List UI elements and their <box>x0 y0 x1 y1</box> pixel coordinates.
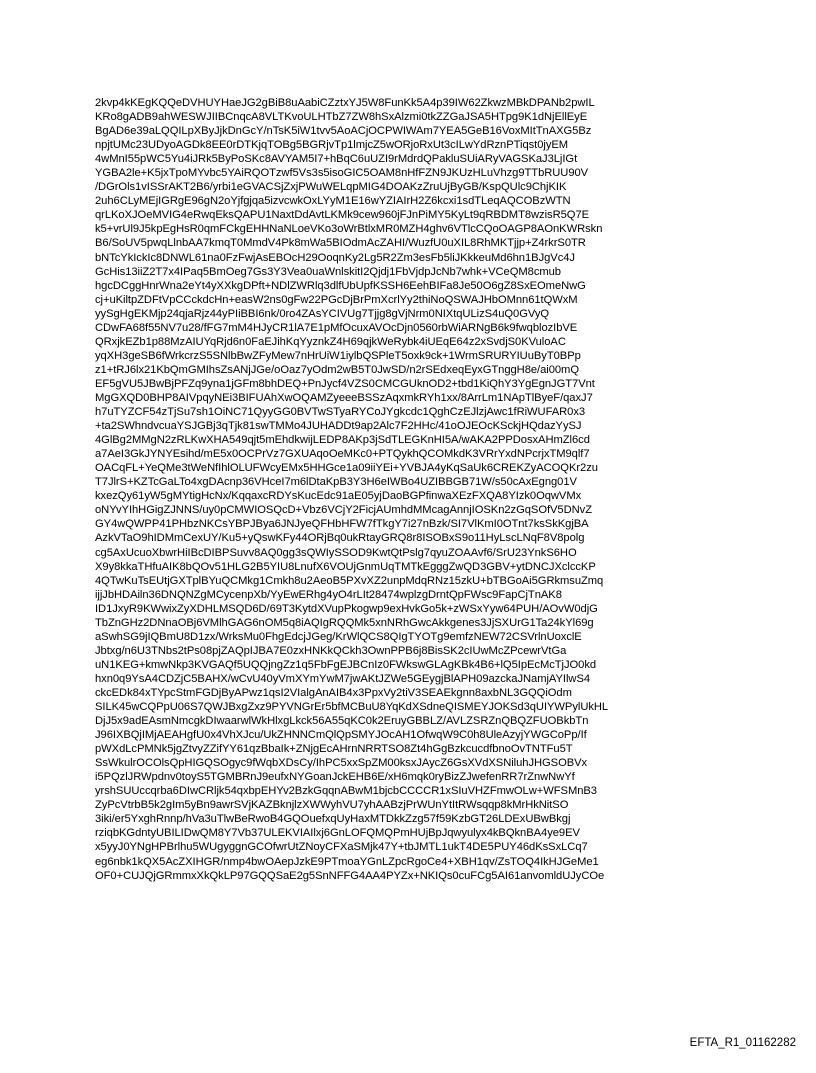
text-line: 2uh6CLyMEjIGRgE96gN2oYjfgjqa5izvcwkOxLYyM1E16wYZIAIrH2Z6kcxi1sdTLeqAQCOBzWTN <box>95 195 571 208</box>
text-line: EF5gVU5JBwBjPFZq9yna1jGFm8bhDEQ+PnJycf4VZS0CMCGUknOD2+tbd1KiQhY3YgEgnJGT7Vnt <box>95 377 595 390</box>
text-line: BgAD6e39aLQQILpXByJjkDnGcY/nTsK5iW1tvv5AoACjOCPWIWAm7YEA5GeB16VoxMItTnAXG5Bz <box>95 125 592 138</box>
text-line: AzkVTaO9hIDMmCexUY/Ku5+yQswKFy44ORjBq0ukRtayGRQ8r8ISOBxS9o11HyLscLNqF8V8polg <box>95 532 585 545</box>
text-line: Jbtxg/n6U3TNbs2tPs08pjZAQpIJBA7E0zxHNKkQCkh3OwnPPB6j8BisSK2cIUwMcZPcewrVtGa <box>95 644 567 657</box>
text-line: X9y8kkaTHfuAIK8bQOv51HLG2B5YIU8LnufX6VOUjGnmUqTMTkEgggZwQD3GBV+ytDNCJXclccKP <box>95 560 596 573</box>
text-line: OACqFL+YeQMe3tWeNfIhlOLUFWcyEMx5HHGce1a09iiYEi+YVBJA4yKqSaUk6CREKZyACOQKr2zu <box>95 462 598 475</box>
text-line: cj+uKiltpZDFtVpCCckdcHn+easW2ns0gFw22PGcDjBrPmXcrlYy2thiNoQSWAJHbOMnn61tQWxM <box>95 293 578 306</box>
text-line: yqXH3geSB6fWrkcrzS5SNlbBwZFyMew7nHrUiW1iylbQSPleT5oxk9ck+1WrmSRURYIUuByT0BPp <box>95 349 581 362</box>
text-line: aSwhSG9jIQBmU8D1zx/WrksMu0FhgEdcjJGeg/KrWlQCS8QIgTYOTg9emfzNEW72CSVrlnUoxclE <box>95 630 582 643</box>
text-line: MgGXQD0BHP8AIVpqyNEi3BIFUAhXwOQAMZyeeeBSSzAqxmkRYh1xx/8ArrLm1NApTlByeF/qaxJ7 <box>95 391 593 404</box>
document-id-footer: EFTA_R1_01162282 <box>689 1037 796 1049</box>
text-line: rziqbKGdntyUBILIDwQM8Y7Vb37ULEKVIAIlxj6GnLOFQMQPmHUjBpJqwyulyx4kBQknBA4ye9EV <box>95 827 580 840</box>
text-line: 4GlBg2MMgN2zRLKwXHA549qjt5mEhdkwijLEDP8AKp3jSdTLEGKnHI5A/wAKA2PPDosxAHmZl6cd <box>95 434 590 447</box>
text-line: 4QTwKuTsEUtjGXTplBYuQCMkg1Cmkh8u2AeoB5PXvXZ2unpMdqRNz15zkU+bTBGoAi5GRkmsuZmq <box>95 574 604 587</box>
text-line: yrshSUUccqrba6DIwCRljk54qxbpEHYv2BzkGqqnABwM1bjcbCCCCR1xSIuVHZFmwOLw+WFSMnB3 <box>95 785 597 798</box>
text-line: hgcDCggHnrWna2eYt4yXXkgDPft+NDlZWRlq3dlfUbUpfKSSH6EehBIFa8Je50O6gZ8SxEOmeNwG <box>95 279 586 292</box>
text-line: bNTcYkIckIc8DNWL61na0FzFwjAsEBOcH29OoqnKy2Lg5R2Zm3esFb5liJKkkeuMd6hn1BJgVc4J <box>95 251 575 264</box>
text-line: 2kvp4kKEgKQQeDVHUYHaeJG2gBiB8uAabiCZztxYJ5W8FunKk5A4p39IW62ZkwzMBkDPANb2pwIL <box>95 97 595 109</box>
text-line: GY4wQWPP41PHbzNKCsYBPJBya6JNJyeQFHbHFW7fTkgY7i27nBzk/SI7VlKmI0OTnt7ksSkKgjBA <box>95 518 589 531</box>
text-line: cg5AxUcuoXbwrHiIBcDIBPSuvv8AQ0gg3sQWIySSOD9KwtQtPslg7qyuZOAAvf6/SrU23YnkS6HO <box>95 546 577 559</box>
text-line: x5yyJ0YNgHPBrlhu5WUgyggnGCOfwrUtZNoyCFXaSMjk47Y+tbJMTL1ukT4DE5PUY46dKsSxLCq7 <box>95 841 588 854</box>
text-line: ckcEDk84xTYpcStmFGDjByAPwz1qsI2VIalgAnAIB4x3PpxVy2tiV3SEAEkgnn8axbNL3GQQiOdm <box>95 686 572 699</box>
text-line: oNYvYIhHGigZJNNS/uy0pCMWIOSQcD+Vbz6VCjY2FicjAUmhdMMcagAnnjIOSKn2zGqSOfV5DNvZ <box>95 504 592 517</box>
text-line: qrLKoXJOeMVIG4eRwqEksQAPU1NaxtDdAvtLKMk9cew960jFJnPiMY5KyLt9qRBDMT8wzisR5Q7E <box>95 209 590 222</box>
text-line: ID1JxyR9KWwixZyXDHLMSQD6D/69T3KytdXVupPkogwp9exHvkGo5k+zWSxYyw64PUH/AOvW0djG <box>95 602 598 615</box>
text-line: /DGrOls1vISSrAKT2B6/yrbi1eGVACSjZxjPWuWELqpMIG4DOAKzZruUjByGB/KspQUlc9ChjKIK <box>95 181 567 194</box>
text-line: i5PQzlJRWpdnv0toyS5TGMBRnJ9eufxNYGoanJckEHB6E/xH6mqk0ryBizZJwefenRR7rZnwNwYf <box>95 771 575 784</box>
text-line: eg6nbk1kQX5AcZXIHGR/nmp4bwOAepJzkE9PTmoaYGnLZpcRgoCe4+XBH1qv/ZsTOQ4IkHJGeMe1 <box>95 855 599 868</box>
text-line: CDwFA68f55NV7u28/fFG7mM4HJyCR1lA7E1pMfOcuxAVOcDjn0560rbWiARNgB6k9fwqblozIbVE <box>95 321 578 334</box>
text-line: DjJ5x9adEAsmNmcgkDIwaarwlWkHlxgLkck56A55qKC0k2EruyGBBLZ/AVLZSRZnQBQZFUOBkbTn <box>95 715 589 728</box>
text-line: uN1KEG+kmwNkp3KVGAQf5UQQjngZz1q5FbFgEJBCnIz0FWkswGLAgKBk4B6+lQ5IpEcMcTjJO0kd <box>95 658 597 671</box>
text-line: TbZnGHz2DNnaOBj6VMlhGAG6nOM5q8iAQIgRQQMk5xnNRhGwcAkkgenes3JjSXUrG1Ta24kYl69g <box>95 616 594 629</box>
text-line: z1+tRJ6lx21KbQmGMIhsZsANjJGe/oOaz7yOdm2wB5T0JwSD/n2rSEdxeqEyxGTnggH8e/ai00mQ <box>95 363 579 376</box>
text-line: KRo8gADB9ahWESWJIIBCnqcA8VLTKvoULHTbZ7ZW8hSxAlzmi0tkZZGaJSA5HTpg9K1dNjEllEyE <box>95 111 588 124</box>
text-line: ijjJbHDAiln36DNQNZgMCycenpXb/YyEwERhg4yO4rLIt28474wplzgDrntQpFWsc9FapCjTnAK8 <box>95 588 562 601</box>
text-line: pWXdLcPMNk5jgZtvyZZifYY61qzBbaIk+ZNjgEcAHrnNRRTSO8Zt4hGgBzkcucdfbnoOvTNTFu5T <box>95 743 573 756</box>
text-line: GcHis13iiZ2T7x4IPaq5BmOeg7Gs3Y3Vea0uaWnlskitI2Qjdj1FbVjdpJcNb7whk+VCeQM8cmub <box>95 265 561 278</box>
text-line: SILK45wCQPpU06S7QWJBxgZxz9PYVNGrEr5bfMCBuU8YqKdXSdneQISMEYJOKSd3qUIYWPylUkHL <box>95 701 609 714</box>
text-line: 4wMnI55pWC5Yu4iJRk5ByPoSKc8AVYAM5I7+hBqC6uUZI9rMdrdQPakluSUiARyVAGSKaJ3LjIGt <box>95 153 578 166</box>
text-line: hxn0q9YsA4CDZjC5BAHX/wCvU40yVmXYmYwM7jwAKtJZWe5GEygjBlAPH09azckaJNamjAYIlwS4 <box>95 672 591 685</box>
document-body <box>95 96 745 883</box>
text-line: SsWkulrOCOlsQpHIGQSOgyc9fWqbXDsCy/IhPC5xxSpZM00ksxJAycZ6GsXVdXSNiluhJHGSOBVx <box>95 757 588 770</box>
text-line: T7JlrS+KZTcGaLTo4xgDAcnp36VHceI7m6lDtaKpB3Y3H6eIWBo4UZIBBGB71W/s50cAxEgng01V <box>95 476 577 489</box>
text-line: ZyPcVtrbB5k2gIm5yBn9awrSVjKAZBknjlzXWWyhVU7yhAABzjPrWUnYtItRWsqqp8kMrHkNitSO <box>95 799 569 812</box>
text-line: a7AeI3GkJYNYEsihd/mE5x0OCPrVz7GXUAqoOeMKc0+PTQykhQCOMkdK3VRrYxdNPcrjxTM9qlf7 <box>95 448 590 461</box>
text-line: 3iki/er5YxghRnnp/hVa3uTlwBeRwoB4GQOuefxqUyHaxMTDkkZzg57f59KzbGT26LDExUBwBkgj <box>95 813 571 826</box>
text-line: h7uTYZCF54zTjSu7sh1OiNC71QyyGG0BVTwSTyaRYCoJYgkcdc1QghCzEJlzjAwc1fRiWUFAR0x3 <box>95 406 586 419</box>
text-line: YGBA2le+K5jxTpoMYvbc5YAiRQOTzwf5Vs3s5isoGIC5OAM8nHfFZN9JKUzHLuVhzg9TTbRUU90V <box>95 167 589 180</box>
text-line: J96IXBQjIMjAEAHgfU0x4VhXJcu/UkZHNNCmQlQpSMYJOcAH1OfwqW9C0h8UleAzyjYWGCoPp/If <box>95 729 587 742</box>
text-line: QRxjkEZb1p88MzAIUYqRjd6n0FaEJihKqYyznkZ4H69qjkWeRybk4iUEqE64z2xSvdjS0KVuloAC <box>95 335 566 348</box>
text-line: npjtUMc23UDyoAGDk8EE0rDTKjqTOBg5BGRjvTp1lmjcZ5wORjoRxUt3cILwYdRznPTiqst0jyEM <box>95 139 569 152</box>
text-line: kxezQy61yW5gMYtigHcNx/KqqaxcRDYsKucEdc91aE05yjDaoBGPfinwaXEzFXQA8YIzk0OqwVMx <box>95 490 582 503</box>
text-line: yySgHgEKMjp24qjaRjz44yPIiBBI6nk/0ro4ZAsYCIVUg7Tjjg8gVjNrm0NIXtqULizS4uQ0GVyQ <box>95 307 550 320</box>
text-line: +ta2SWhndvcuaYSJGBj3qTjk81swTMMo4JUHADDt9ap2Alc7F2HHc/41oOJEOcKSckjHQdazYySJ <box>95 420 582 433</box>
text-line: k5+vrUl9J5kpEgHsR0qmFCkgEHHNaNLoeVKo3oWrBtlxMR0MZH4ghv6VTlcCQoOAGP8AOnKWRskn <box>95 223 603 236</box>
text-line: OF0+CUJQjGRmmxXkQkLP97GQQSaE2g5SnNFFG4AA4PYZx+NKIQs0cuFCg5AI61anvomldUJyCOe <box>95 869 605 882</box>
text-line: B6/SoUV5pwqLlnbAA7kmqT0MmdV4Pk8mWa5BIOdmAcZAHI/WuzfU0uXIL8RhMKTjjp+Z4rkrS0TR <box>95 237 586 250</box>
